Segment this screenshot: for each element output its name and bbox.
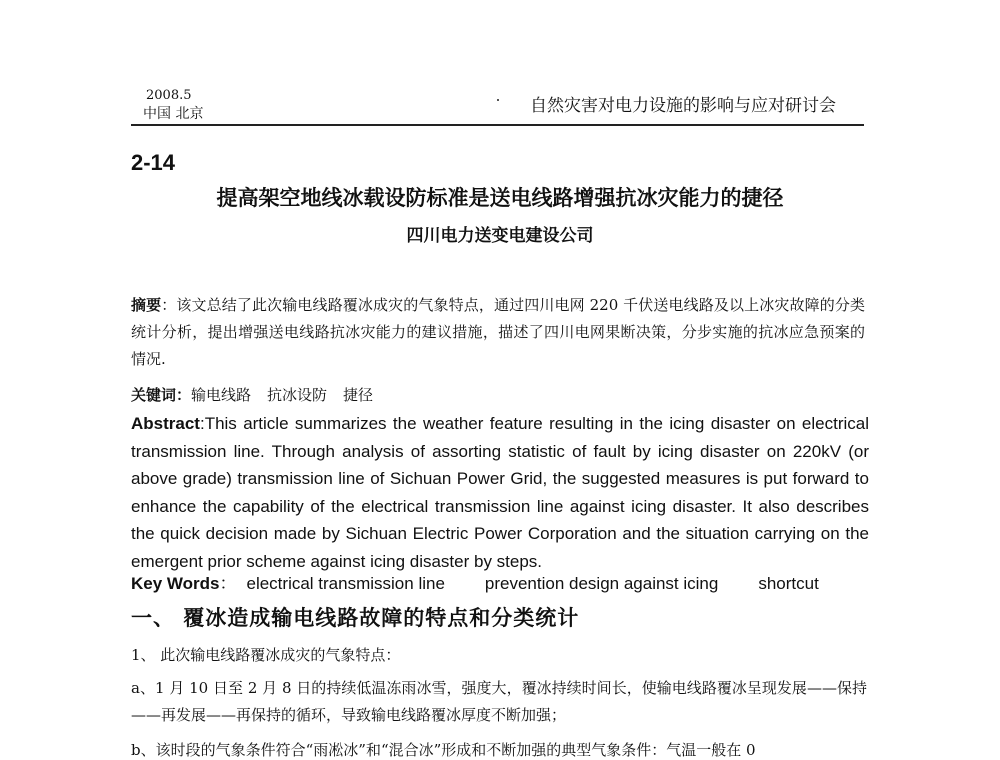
abstract-cn-text: ：该文总结了此次输电线路覆冰成灾的气象特点，通过四川电网 220 千伏送电线路及以上冰灾故障的分类统计分析，提出增强送电线路抗冰灾能力的建议措施，描述了四川电网果断决策，分步实施的抗冰应急预案的情况. (131, 296, 865, 368)
paper-organization: 四川电力送变电建设公司 (406, 226, 594, 246)
paper-number: 2-14 (131, 150, 176, 175)
paper-title: 提高架空地线冰载设防标准是送电线路增强抗冰灾能力的捷径 (216, 186, 784, 210)
section-heading: 一、 覆冰造成输电线路故障的特点和分类统计 (131, 605, 580, 630)
abstract-en-text: :This article summarizes the weather feature resulting in the icing disaster on electrical transmission line. Through analysis of assorting statistic of fault by icing disaster on 220kV (or above grade) transmission line of Sichuan Power Grid, the suggested measures is put forward to enhance the capability of the electrical transmission line against icing disaster. It also describes the quick decision made by Sichuan Electric Power Corporation and the situation carrying on the emergent prior scheme against icing disaster by steps. (131, 414, 869, 571)
header-city: 中国 北京 (143, 106, 204, 122)
keywords-en-label: Key Words (131, 574, 220, 593)
header-rule (131, 124, 864, 126)
abstract-cn (131, 292, 865, 373)
keyword-cn-item: 捷径 (343, 386, 374, 404)
keyword-en-item: prevention design against icing (484, 574, 719, 593)
header-conference: 自然灾害对电力设施的影响与应对研讨会 (530, 96, 836, 116)
header-date: 2008.5 (146, 88, 192, 103)
keyword-en-item: shortcut (758, 574, 819, 593)
subsection-heading: 1、 此次输电线路覆冰成灾的气象特点： (131, 646, 401, 664)
abstract-en (131, 410, 869, 575)
abstract-en-label: Abstract (131, 414, 200, 433)
paragraph-b: b、该时段的气象条件符合“雨凇冰”和“混合冰”形成和不断加强的典型气象条件：气温一般在 0 (131, 741, 756, 759)
keyword-en-item: electrical transmission line (246, 574, 445, 593)
keywords-cn (131, 385, 373, 405)
paragraph-a: a、1 月 10 日至 2 月 8 日的持续低温冻雨冰雪，强度大，覆冰持续时间长，使输电线路覆冰呈现发展——保持——再发展——再保持的循环，导致输电线路覆冰厚度不断加强； (131, 679, 867, 724)
header-mark (497, 99, 499, 101)
abstract-cn-label: 摘要 (131, 296, 162, 314)
keywords-en (131, 573, 869, 595)
keywords-cn-label: 关键词： (131, 386, 192, 404)
keywords-en-colon: ： (219, 574, 237, 593)
keyword-cn-item: 输电线路 (191, 386, 252, 404)
keyword-cn-item: 抗冰设防 (267, 386, 328, 404)
